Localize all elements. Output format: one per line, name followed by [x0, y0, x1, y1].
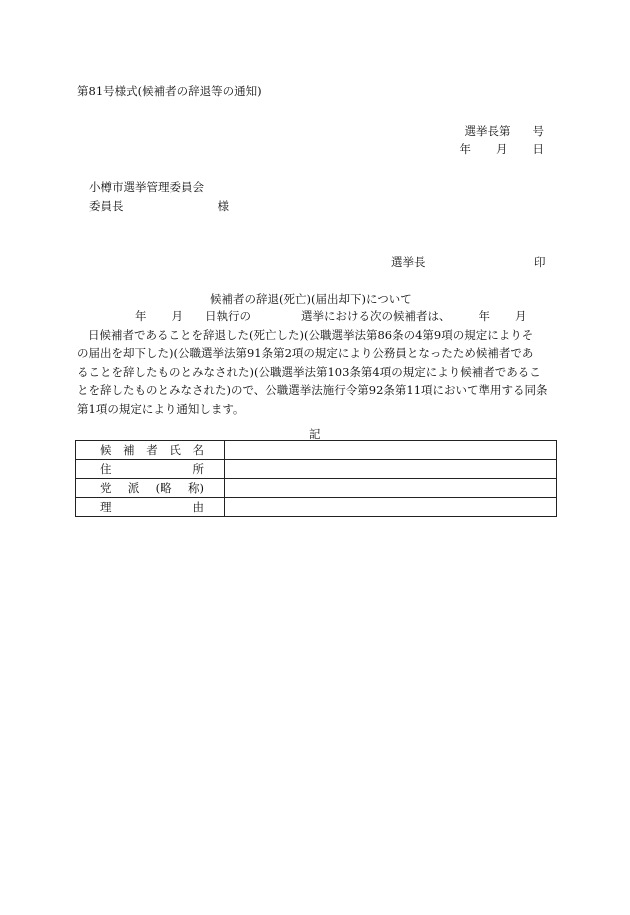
row-label-char: 由 [192, 500, 204, 514]
candidate-details-table [75, 440, 557, 517]
row-label-char: 理 [100, 500, 112, 514]
date-day: 日 [532, 142, 544, 156]
row-value [225, 498, 557, 517]
body-line-3: の届出を却下した)(公職選挙法第91条第2項の規定により公務員となったため候補者であ [77, 346, 534, 361]
seal-mark: 印 [534, 255, 546, 269]
row-label-char: 補 [123, 443, 135, 457]
row-label-char: 所 [192, 462, 204, 476]
sender-title: 選挙長 [391, 255, 426, 269]
row-label-char: 名 [192, 443, 204, 457]
row-label [76, 498, 225, 517]
date-month: 月 [496, 142, 508, 156]
row-label [76, 460, 225, 479]
row-value [225, 460, 557, 479]
row-label-char: (略 [155, 481, 172, 495]
row-label-char: 派 [127, 481, 140, 495]
table-row [76, 441, 557, 460]
document-number [465, 124, 545, 138]
table-row [76, 460, 557, 479]
row-label-char: 氏 [169, 443, 181, 457]
document-date [460, 142, 545, 156]
row-label-char: 称) [187, 481, 204, 495]
row-label-char: 党 [100, 481, 112, 495]
ki-heading: 記 [309, 427, 321, 441]
body-line-2: 日候補者であることを辞退した(死亡した)(公職選挙法第86条の4第9項の規定によりそ [88, 327, 534, 342]
document-number-prefix: 選挙長第 [464, 124, 511, 138]
row-value [225, 441, 557, 460]
row-label [76, 441, 225, 460]
notice-body [77, 307, 557, 419]
form-title: 第81号様式(候補者の辞退等の通知) [77, 84, 262, 98]
addressee-honorific: 様 [217, 199, 229, 213]
body-line-6: 第1項の規定により通知します。 [77, 401, 245, 416]
table-row [76, 479, 557, 498]
body-line-1: 年 月 日執行の 選挙における次の候補者は、 年 月 [135, 309, 527, 323]
document-number-suffix: 号 [532, 124, 544, 138]
addressee-chair [89, 199, 229, 213]
row-label-char: 住 [100, 462, 112, 476]
date-year: 年 [459, 142, 471, 156]
row-label [76, 479, 225, 498]
body-line-4: ることを辞したものとみなされた)(公職選挙法第103条第4項の規定により候補者であるこ [77, 364, 541, 379]
addressee-chair-title: 委員長 [89, 199, 124, 213]
body-line-5: とを辞したものとみなされた)ので、公職選挙法施行令第92条第11項において準用する同条 [77, 383, 548, 398]
notice-title: 候補者の辞退(死亡)(届出却下)について [210, 292, 412, 306]
table-row [76, 498, 557, 517]
row-label-char: 者 [146, 443, 158, 457]
row-label-char: 候 [100, 443, 112, 457]
addressee-organization: 小樽市選挙管理委員会 [89, 180, 204, 194]
row-value [225, 479, 557, 498]
